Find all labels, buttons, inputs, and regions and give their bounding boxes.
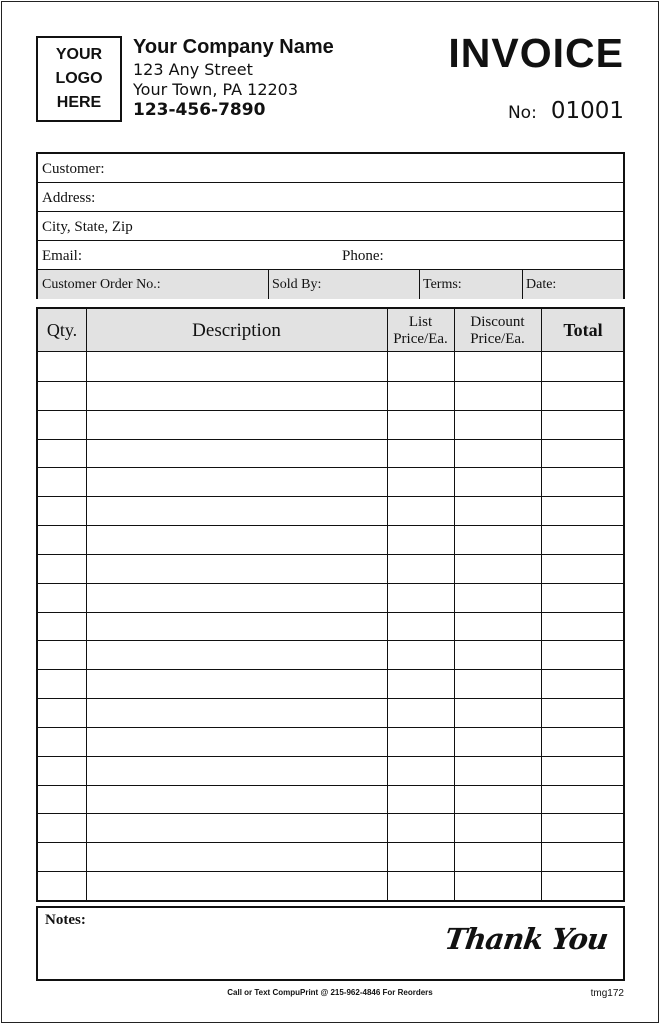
thank-you-script: Thank You <box>442 922 610 956</box>
email-phone-row[interactable] <box>38 241 623 270</box>
table-row-divider <box>38 554 623 555</box>
header-total: Total <box>563 320 603 340</box>
company-street: 123 Any Street <box>133 60 253 79</box>
divider <box>522 270 523 299</box>
email-label: Email: <box>42 248 82 264</box>
terms-label[interactable]: Terms: <box>423 277 462 292</box>
company-name: Your Company Name <box>133 36 334 58</box>
notes-box[interactable] <box>36 906 625 981</box>
form-code: tmg172 <box>590 988 624 999</box>
table-row-divider <box>38 842 623 843</box>
invoice-number: 01001 <box>550 98 624 124</box>
header-discount-line1: Discount <box>470 313 525 330</box>
reorder-footer: Call or Text CompuPrint @ 215-962-4846 For Reorders <box>227 988 433 997</box>
table-row-divider <box>38 381 623 382</box>
logo-line: HERE <box>56 94 102 111</box>
city-state-zip-row[interactable] <box>38 212 623 241</box>
table-row-divider <box>38 525 623 526</box>
company-phone: 123-456-7890 <box>133 100 266 120</box>
table-row-divider <box>38 698 623 699</box>
table-row-divider <box>38 410 623 411</box>
customer-label: Customer: <box>42 161 105 177</box>
column-divider <box>86 309 87 900</box>
order-no-label[interactable]: Customer Order No.: <box>42 277 161 292</box>
header-list-price-line2: Price/Ea. <box>393 330 448 347</box>
table-header <box>38 309 623 352</box>
header-discount-price <box>454 309 541 352</box>
column-divider <box>541 309 542 900</box>
date-label[interactable]: Date: <box>526 277 557 292</box>
header-list-price <box>387 309 454 352</box>
company-info <box>133 34 334 121</box>
city-state-zip-label: City, State, Zip <box>42 219 133 235</box>
invoice-number-label: No: <box>507 103 537 123</box>
table-row-divider <box>38 612 623 613</box>
table-row-divider <box>38 756 623 757</box>
order-info-row <box>38 270 623 299</box>
table-row-divider <box>38 496 623 497</box>
column-divider <box>387 309 388 900</box>
phone-label: Phone: <box>342 248 384 264</box>
notes-label: Notes: <box>45 912 86 928</box>
table-row-divider <box>38 467 623 468</box>
invoice-title: INVOICE <box>448 30 624 76</box>
customer-row[interactable] <box>38 154 623 183</box>
header-description: Description <box>192 320 281 341</box>
divider <box>419 270 420 299</box>
customer-section <box>36 152 625 299</box>
header-list-price-line1: List <box>408 313 433 330</box>
header-qty: Qty. <box>46 320 78 340</box>
address-label: Address: <box>42 190 96 206</box>
divider <box>268 270 269 299</box>
logo-placeholder <box>36 36 122 122</box>
table-row-divider <box>38 813 623 814</box>
logo-line: LOGO <box>55 70 103 87</box>
sold-by-label[interactable]: Sold By: <box>272 277 322 292</box>
company-city: Your Town, PA 12203 <box>133 80 299 99</box>
logo-line: YOUR <box>55 46 103 63</box>
address-row[interactable] <box>38 183 623 212</box>
table-row-divider <box>38 640 623 641</box>
table-row-divider <box>38 583 623 584</box>
table-row-divider <box>38 785 623 786</box>
invoice-number-block <box>508 98 624 124</box>
column-divider <box>454 309 455 900</box>
table-row-divider <box>38 669 623 670</box>
header-discount-line2: Price/Ea. <box>470 330 525 347</box>
table-row-divider <box>38 439 623 440</box>
table-row-divider <box>38 871 623 872</box>
table-row-divider <box>38 727 623 728</box>
line-items-table <box>36 307 625 902</box>
